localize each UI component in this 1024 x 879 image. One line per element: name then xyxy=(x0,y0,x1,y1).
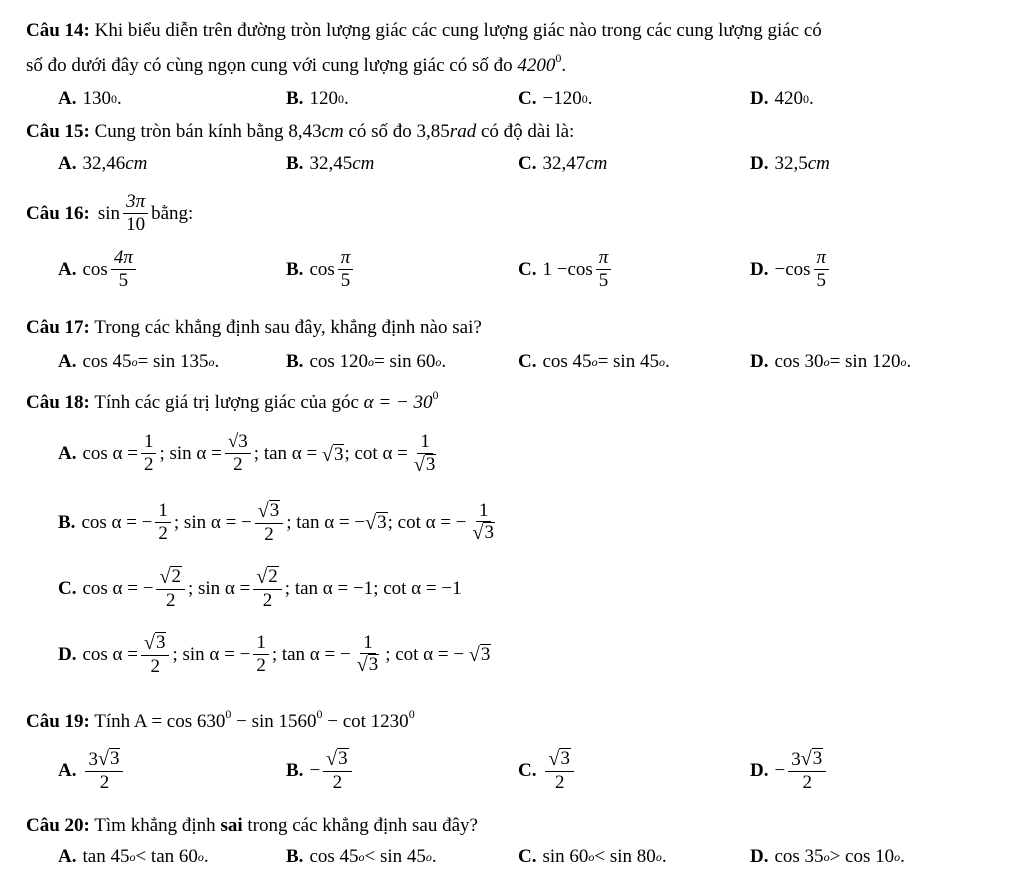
cos-label: cos α = xyxy=(82,643,138,665)
tan-label: ; tan α = −1 xyxy=(284,577,374,599)
q16-num: 3π xyxy=(123,192,148,214)
option-label: D. xyxy=(750,759,769,781)
q17-label: Câu 17: xyxy=(26,317,90,338)
frac-den: 2 xyxy=(165,589,176,611)
frac-num: 2 xyxy=(171,566,181,587)
frac-num: 3 xyxy=(269,500,280,521)
option-end: . xyxy=(116,88,122,109)
q20-text1: Tìm khẳng định xyxy=(94,815,216,836)
frac-num: π xyxy=(814,248,830,270)
sqrt: √ 3 xyxy=(365,512,387,535)
cot-fraction: 1 √ 3 xyxy=(413,431,436,476)
option-fraction: √ 3 2 xyxy=(545,748,573,794)
option-label: D. xyxy=(58,643,77,665)
sin-fraction: √ 3 2 xyxy=(255,500,283,546)
q16-fn: sin xyxy=(97,202,121,224)
sin-fraction xyxy=(253,633,269,677)
q17-option-a[interactable]: A. cos 45 o = sin 135 o . xyxy=(58,351,220,372)
option-label: A. xyxy=(58,443,77,465)
q15-radius: 8,43 xyxy=(288,121,322,142)
q16-den: 10 xyxy=(126,213,146,235)
q16-option-b[interactable] xyxy=(286,248,356,292)
option-end: . xyxy=(441,351,447,372)
option-label: B. xyxy=(286,759,304,781)
option-label: C. xyxy=(518,351,537,372)
option-mid: = sin 45 xyxy=(597,351,659,372)
q15-radius-unit: cm xyxy=(321,121,344,142)
cos-label: cos α = xyxy=(82,443,138,465)
q18-option-d[interactable] xyxy=(58,632,491,678)
q17-option-c[interactable]: C. cos 45 o = sin 45 o . xyxy=(518,351,670,372)
option-end: . xyxy=(343,88,349,109)
frac-coef: 3 xyxy=(791,748,801,770)
option-lhs: cos 45 xyxy=(309,846,359,867)
sqrt-value: 3 xyxy=(333,443,344,465)
option-label: C. xyxy=(518,759,537,781)
frac-den: 5 xyxy=(118,269,129,291)
q18-line xyxy=(26,388,439,414)
option-lhs: cos 120 xyxy=(309,351,369,372)
q20-line xyxy=(26,815,478,837)
frac-den: 2 xyxy=(150,655,160,677)
frac-num: √3 xyxy=(225,432,251,454)
option-value: 32,5 xyxy=(774,153,808,174)
q18-option-c[interactable] xyxy=(58,566,462,612)
sin-fraction: √ 2 2 xyxy=(253,566,281,612)
option-label: A. xyxy=(58,351,77,372)
q15-measure: 3,85 xyxy=(416,121,450,142)
option-value: 32,45 xyxy=(309,153,353,174)
option-label: C. xyxy=(518,846,537,867)
cos-fraction xyxy=(155,501,171,545)
frac-num: π xyxy=(338,248,354,270)
option-end: . xyxy=(808,88,814,109)
option-end: . xyxy=(906,351,912,372)
q14-label: Câu 14: xyxy=(26,20,90,41)
q19-line xyxy=(26,707,415,733)
frac-num: 3 xyxy=(560,748,570,769)
cos-fraction xyxy=(141,432,157,476)
option-label: B. xyxy=(286,351,304,372)
q16-option-a[interactable] xyxy=(58,248,139,292)
q18-option-a[interactable] xyxy=(58,432,442,477)
q14-option-b[interactable]: B. 120 0 . xyxy=(286,88,349,109)
q14-option-c[interactable]: C. −120 0 . xyxy=(518,88,593,109)
option-lhs: sin 60 xyxy=(542,846,589,867)
frac-den: 5 xyxy=(816,269,827,291)
q14-end: . xyxy=(561,55,567,76)
tan-fraction: 1 √ 3 xyxy=(356,631,379,677)
q19-option-a[interactable] xyxy=(58,748,126,794)
cot-label: ; cot α = xyxy=(344,443,408,465)
q14-option-d[interactable]: D. 420 0 . xyxy=(750,88,814,109)
q20-option-a[interactable]: A. tan 45 o < tan 60 o . xyxy=(58,846,209,867)
q14-line1 xyxy=(26,20,822,42)
q20-text2: trong các khẳng định sau đây? xyxy=(247,815,478,836)
option-mid: < sin 45 xyxy=(364,846,426,867)
q18-text: Tính các giá trị lượng giác của góc xyxy=(94,392,359,413)
q14-deg-sup: 0 xyxy=(555,51,562,65)
option-end: . xyxy=(214,351,220,372)
option-fraction xyxy=(814,248,830,292)
option-value: −120 xyxy=(542,88,582,109)
frac-den: 2 xyxy=(143,454,154,476)
q20-bold: sai xyxy=(220,815,243,836)
q18-angle-sup: 0 xyxy=(432,388,439,402)
q16-option-c[interactable] xyxy=(518,248,614,292)
option-label: B. xyxy=(286,153,304,174)
option-value: 130 xyxy=(82,88,111,109)
option-value: 420 xyxy=(774,88,803,109)
q19-sup2: 0 xyxy=(316,707,323,721)
frac-den: 5 xyxy=(340,269,351,291)
tan-label: ; tan α = − xyxy=(271,643,351,665)
option-label: D. xyxy=(750,153,769,174)
option-end: . xyxy=(431,846,437,867)
option-unit: cm xyxy=(125,153,148,174)
frac-den: 2 xyxy=(262,589,273,611)
q20-option-d[interactable]: D. cos 35 o > cos 10 o . xyxy=(750,846,905,867)
option-lhs: cos 35 xyxy=(774,846,824,867)
cos-label: cos α = − xyxy=(81,511,153,533)
option-fn: cos xyxy=(567,258,593,280)
option-lhs: cos 45 xyxy=(82,351,132,372)
frac-num: 3 xyxy=(155,632,166,653)
tan-label: ; tan α = − xyxy=(286,511,366,533)
option-pre: − xyxy=(774,759,786,781)
cot-fraction: 1 √ 3 xyxy=(472,499,494,545)
option-end: . xyxy=(900,846,905,867)
sqrt-value: 3 xyxy=(377,512,387,534)
frac-num: 1 xyxy=(253,633,269,655)
option-lhs: cos 30 xyxy=(774,351,824,372)
q19-expr2: − sin 1560 xyxy=(231,711,317,732)
q17-text: Trong các khẳng định sau đây, khẳng định nào sai? xyxy=(94,317,482,338)
frac-coef: 3 xyxy=(88,748,98,770)
option-label: A. xyxy=(58,846,77,867)
option-label: A. xyxy=(58,88,77,109)
frac-num: 3 xyxy=(338,748,348,769)
option-label: A. xyxy=(58,759,77,781)
q18-option-b[interactable] xyxy=(58,500,501,546)
frac-num: 1 xyxy=(155,501,171,523)
option-mid: = sin 60 xyxy=(374,351,436,372)
option-unit: cm xyxy=(352,153,375,174)
frac-den: 2 xyxy=(99,771,110,793)
q19-sup3: 0 xyxy=(408,707,415,721)
option-fn: cos xyxy=(82,258,108,280)
option-fraction: √ 3 2 xyxy=(323,748,351,794)
q14-line2 xyxy=(26,51,567,77)
q15-line xyxy=(26,121,574,143)
option-mid: = sin 135 xyxy=(137,351,209,372)
option-fn: cos xyxy=(785,258,811,280)
frac-den: 2 xyxy=(256,654,266,676)
option-fraction xyxy=(111,248,136,292)
option-fraction: 3 √ 3 2 xyxy=(85,748,123,794)
q14-text1: Khi biểu diễn trên đường tròn lượng giác các cung lượng giác nào trong các cung lượng giác có xyxy=(94,20,822,41)
sin-label: ; sin α = xyxy=(159,443,222,465)
sqrt: √ 3 xyxy=(468,644,491,667)
frac-num: 2 xyxy=(268,566,278,587)
frac-den: 5 xyxy=(598,269,609,291)
cot-label: ; cot α = − xyxy=(385,643,465,665)
cos-label: cos α = − xyxy=(82,577,154,599)
frac-den: 3 xyxy=(425,453,436,475)
option-unit: cm xyxy=(807,153,830,174)
q19-option-d[interactable] xyxy=(750,748,829,794)
q15-text3: có độ dài là: xyxy=(480,121,575,142)
q19-text: Tính xyxy=(94,711,131,732)
option-mid: < sin 80 xyxy=(594,846,656,867)
frac-num: π xyxy=(596,248,612,270)
q15-label: Câu 15: xyxy=(26,121,90,142)
option-fraction xyxy=(596,248,612,292)
q14-option-a[interactable]: A. 130 0 . xyxy=(58,88,122,109)
q16-label: Câu 16: xyxy=(26,202,90,224)
option-end: . xyxy=(664,351,670,372)
q16-line xyxy=(26,192,193,236)
frac-den: 3 xyxy=(484,522,494,544)
option-value: 120 xyxy=(309,88,338,109)
frac-num: 3 xyxy=(812,748,823,769)
option-label: D. xyxy=(750,351,769,372)
option-label: A. xyxy=(58,153,77,174)
option-value: 32,47 xyxy=(542,153,586,174)
option-label: A. xyxy=(58,258,77,280)
q16-option-d[interactable] xyxy=(750,248,832,292)
option-label: B. xyxy=(286,846,304,867)
option-fraction: 3 √ 3 2 xyxy=(788,748,826,794)
option-label: D. xyxy=(750,258,769,280)
q17-line xyxy=(26,317,482,339)
q15-option-a[interactable] xyxy=(58,153,147,175)
frac-num: 1 xyxy=(476,501,492,523)
q19-expr1: A = cos 630 xyxy=(133,711,226,732)
option-label: B. xyxy=(58,511,76,533)
q14-deg: 4200 xyxy=(517,55,556,76)
sin-label: ; sin α = xyxy=(187,577,251,599)
option-lhs: tan 45 xyxy=(82,846,130,867)
q17-option-d[interactable]: D. cos 30 o = sin 120 o . xyxy=(750,351,912,372)
frac-num: 1 xyxy=(360,633,376,655)
frac-den: 2 xyxy=(158,522,168,544)
q20-option-c[interactable]: C. sin 60 o < sin 80 o . xyxy=(518,846,667,867)
q17-option-b[interactable]: B. cos 120 o = sin 60 o . xyxy=(286,351,447,372)
q18-label: Câu 18: xyxy=(26,392,90,413)
sin-fraction xyxy=(225,432,251,476)
q19-label: Câu 19: xyxy=(26,711,90,732)
option-label: D. xyxy=(750,846,769,867)
frac-den: 2 xyxy=(233,454,243,476)
option-unit: cm xyxy=(585,153,608,174)
frac-num: 4π xyxy=(111,248,136,270)
sin-label: ; sin α = − xyxy=(172,643,251,665)
option-pre: − xyxy=(309,759,321,781)
option-value: 32,46 xyxy=(82,153,126,174)
q20-option-b[interactable]: B. cos 45 o < sin 45 o . xyxy=(286,846,437,867)
cot-label: ; cot α = − xyxy=(387,511,467,533)
q19-option-c[interactable] xyxy=(518,748,577,794)
frac-den: 3 xyxy=(368,654,379,676)
q19-option-b[interactable] xyxy=(286,748,355,794)
option-mid: = sin 120 xyxy=(829,351,901,372)
frac-den: 2 xyxy=(264,523,274,545)
sqrt: √ 3 xyxy=(321,443,344,466)
q16-fraction xyxy=(123,192,148,236)
cot-label: ; cot α = −1 xyxy=(373,577,462,599)
q15-measure-unit: rad xyxy=(449,121,477,142)
sqrt-value: 3 xyxy=(480,644,491,666)
option-pre: 1 − xyxy=(542,258,568,280)
option-lhs: cos 45 xyxy=(542,351,592,372)
option-mid: > cos 10 xyxy=(829,846,895,867)
option-label: C. xyxy=(518,153,537,174)
q16-text: bằng: xyxy=(151,202,194,224)
option-end: . xyxy=(203,846,209,867)
cos-fraction: √ 3 2 xyxy=(141,632,169,678)
frac-den: 2 xyxy=(332,771,343,793)
option-label: C. xyxy=(518,88,537,109)
option-fraction xyxy=(338,248,354,292)
q19-sup1: 0 xyxy=(225,707,232,721)
option-label: D. xyxy=(750,88,769,109)
frac-den: 2 xyxy=(802,771,812,793)
q15-option-d[interactable] xyxy=(750,153,830,175)
q15-option-b[interactable] xyxy=(286,153,374,175)
frac-num: 3 xyxy=(109,748,120,769)
q15-text1: Cung tròn bán kính bằng xyxy=(94,121,284,142)
sin-label: ; sin α = − xyxy=(173,511,252,533)
tan-label: ; tan α = xyxy=(253,443,318,465)
option-label: C. xyxy=(518,258,537,280)
q15-text2: có số đo xyxy=(348,121,412,142)
option-pre: − xyxy=(774,258,786,280)
frac-num: 1 xyxy=(141,432,157,454)
q18-angle: α = − 30 xyxy=(363,392,433,413)
frac-num: 1 xyxy=(417,432,433,454)
option-mid: < tan 60 xyxy=(135,846,198,867)
cos-fraction: √ 2 2 xyxy=(156,566,184,612)
q20-label: Câu 20: xyxy=(26,815,90,836)
option-label: C. xyxy=(58,577,77,599)
q14-text2: số đo dưới đây có cùng ngọn cung với cung lượng giác có số đo xyxy=(26,55,513,76)
option-end: . xyxy=(587,88,593,109)
option-fn: cos xyxy=(309,258,335,280)
frac-den: 2 xyxy=(554,771,565,793)
option-label: B. xyxy=(286,258,304,280)
option-end: . xyxy=(661,846,667,867)
q19-expr3: − cot 1230 xyxy=(322,711,409,732)
option-label: B. xyxy=(286,88,304,109)
q15-option-c[interactable] xyxy=(518,153,607,175)
